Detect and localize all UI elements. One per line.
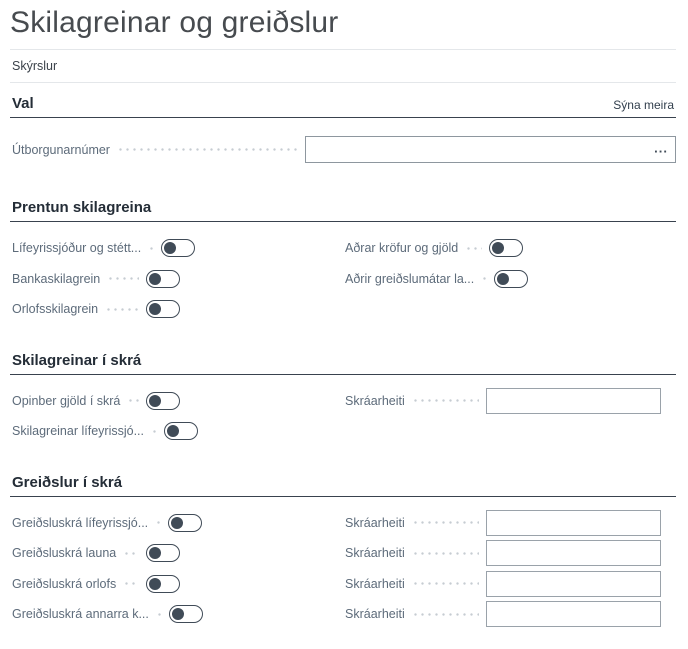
- dotted-leader: [156, 613, 162, 616]
- payout-number-row: [10, 136, 676, 163]
- payout-number-lookup-box: [305, 136, 676, 163]
- dotted-leader: [117, 148, 298, 151]
- file-name-label: Skráarheiti: [345, 546, 405, 561]
- dotted-leader: [107, 277, 139, 280]
- toggle-label: Skilagreinar lífeyrissjó...: [12, 424, 144, 439]
- toggle-label: Bankaskilagrein: [12, 271, 101, 286]
- payout-number-input[interactable]: [305, 136, 676, 163]
- dotted-leader: [412, 521, 479, 524]
- toggle-row: [12, 386, 345, 417]
- section-greidslur-header: [10, 474, 676, 497]
- dotted-leader: [412, 582, 479, 585]
- file-name-input[interactable]: [486, 540, 661, 566]
- toggle-row: [345, 264, 676, 295]
- section-prentun-skilagreina: [10, 199, 676, 325]
- toggle-knob: [149, 303, 161, 315]
- toggle-label: Orlofsskilagrein: [12, 302, 99, 317]
- toggle-label: Greiðsluskrá lífeyrissjó...: [12, 515, 149, 530]
- toggle-greidsluskra-annarra-krafna[interactable]: [169, 605, 203, 623]
- toggle-adrar-krofur-gjold[interactable]: [489, 239, 523, 257]
- file-name-row: [345, 538, 676, 569]
- section-greidslur-title: Greiðslur í skrá: [12, 473, 123, 491]
- toggle-label: Lífeyrissjóður og stétt...: [12, 241, 142, 256]
- show-more-link[interactable]: Sýna meira: [613, 98, 674, 112]
- file-name-label: Skráarheiti: [345, 515, 405, 530]
- toggle-orlofsskilagrein[interactable]: [146, 300, 180, 318]
- file-name-input[interactable]: [486, 571, 661, 597]
- toggle-greidsluskra-orlofs[interactable]: [146, 575, 180, 593]
- file-name-row: [345, 599, 676, 630]
- menubar: [10, 50, 676, 82]
- dotted-leader: [123, 552, 139, 555]
- toggle-knob: [492, 242, 504, 254]
- menubar-item-reports[interactable]: Skýrslur: [12, 59, 58, 73]
- dotted-leader: [155, 521, 161, 524]
- toggle-knob: [171, 517, 183, 529]
- greidslur-grid: [10, 508, 676, 630]
- section-prentun-title: Prentun skilagreina: [12, 199, 152, 216]
- section-val-header: [10, 95, 676, 118]
- dotted-leader: [412, 552, 479, 555]
- toggle-label: Aðrar kröfur og gjöld: [345, 241, 459, 256]
- toggle-knob: [149, 273, 161, 285]
- toggle-row: [12, 233, 345, 264]
- toggle-bankaskilagrein[interactable]: [146, 270, 180, 288]
- toggle-row: [12, 416, 345, 447]
- section-greidslur-i-skra: [10, 474, 676, 630]
- section-skilagreinar-i-skra: [10, 352, 676, 447]
- file-name-label: Skráarheiti: [345, 393, 405, 408]
- ellipsis-lookup-icon[interactable]: ...: [654, 140, 668, 156]
- page-title: Skilagreinar og greiðslur: [10, 6, 339, 39]
- file-name-input[interactable]: [486, 510, 661, 536]
- payout-number-label: Útborgunarnúmer: [12, 142, 110, 157]
- section-skilagreinar-header: [10, 352, 676, 375]
- dotted-leader: [481, 277, 487, 280]
- toggle-row: [12, 569, 345, 600]
- toggle-knob: [149, 547, 161, 559]
- section-skilagreinar-title: Skilagreinar í skrá: [12, 351, 142, 369]
- dotted-leader: [465, 247, 482, 250]
- toggle-label: Aðrir greiðslumátar la...: [345, 271, 475, 286]
- divider: [10, 82, 676, 83]
- toggle-skilagreinar-lifeyrissjodur[interactable]: [164, 422, 198, 440]
- file-name-row: [345, 508, 676, 539]
- dotted-leader: [412, 399, 479, 402]
- toggle-label: Greiðsluskrá annarra k...: [12, 607, 149, 622]
- toggle-label: Opinber gjöld í skrá: [12, 393, 121, 408]
- toggle-knob: [149, 395, 161, 407]
- toggle-row: [12, 538, 345, 569]
- file-name-input[interactable]: [486, 601, 661, 627]
- skilagreinar-grid: [10, 386, 676, 447]
- toggle-row: [12, 294, 345, 325]
- file-name-label: Skráarheiti: [345, 607, 405, 622]
- dotted-leader: [105, 308, 139, 311]
- toggle-label: Greiðsluskrá orlofs: [12, 576, 117, 591]
- empty-cell: [345, 294, 676, 325]
- file-name-input[interactable]: [486, 388, 661, 414]
- section-val-title: Val: [12, 95, 34, 112]
- toggle-opinber-gjold-i-skra[interactable]: [146, 392, 180, 410]
- toggle-knob: [164, 242, 176, 254]
- dotted-leader: [148, 247, 154, 250]
- toggle-greidsluskra-lifeyrissjodur[interactable]: [168, 514, 202, 532]
- dotted-leader: [123, 582, 139, 585]
- file-name-label: Skráarheiti: [345, 576, 405, 591]
- toggle-row: [12, 508, 345, 539]
- toggle-knob: [172, 608, 184, 620]
- section-val: [10, 95, 676, 163]
- toggle-row: [12, 264, 345, 295]
- toggle-label: Greiðsluskrá launa: [12, 546, 117, 561]
- toggle-knob: [497, 273, 509, 285]
- toggle-knob: [167, 425, 179, 437]
- file-name-row: [345, 569, 676, 600]
- dotted-leader: [412, 613, 479, 616]
- toggle-lifeyrissjodur-stett[interactable]: [161, 239, 195, 257]
- toggle-row: [12, 599, 345, 630]
- dotted-leader: [151, 430, 157, 433]
- toggle-row: [345, 233, 676, 264]
- toggle-greidsluskra-launa[interactable]: [146, 544, 180, 562]
- dotted-leader: [127, 399, 139, 402]
- file-name-row: [345, 386, 676, 417]
- prentun-grid: [10, 233, 676, 325]
- toggle-adrir-greidslumatar[interactable]: [494, 270, 528, 288]
- empty-cell: [345, 416, 676, 447]
- toggle-knob: [149, 578, 161, 590]
- section-prentun-header: [10, 199, 676, 222]
